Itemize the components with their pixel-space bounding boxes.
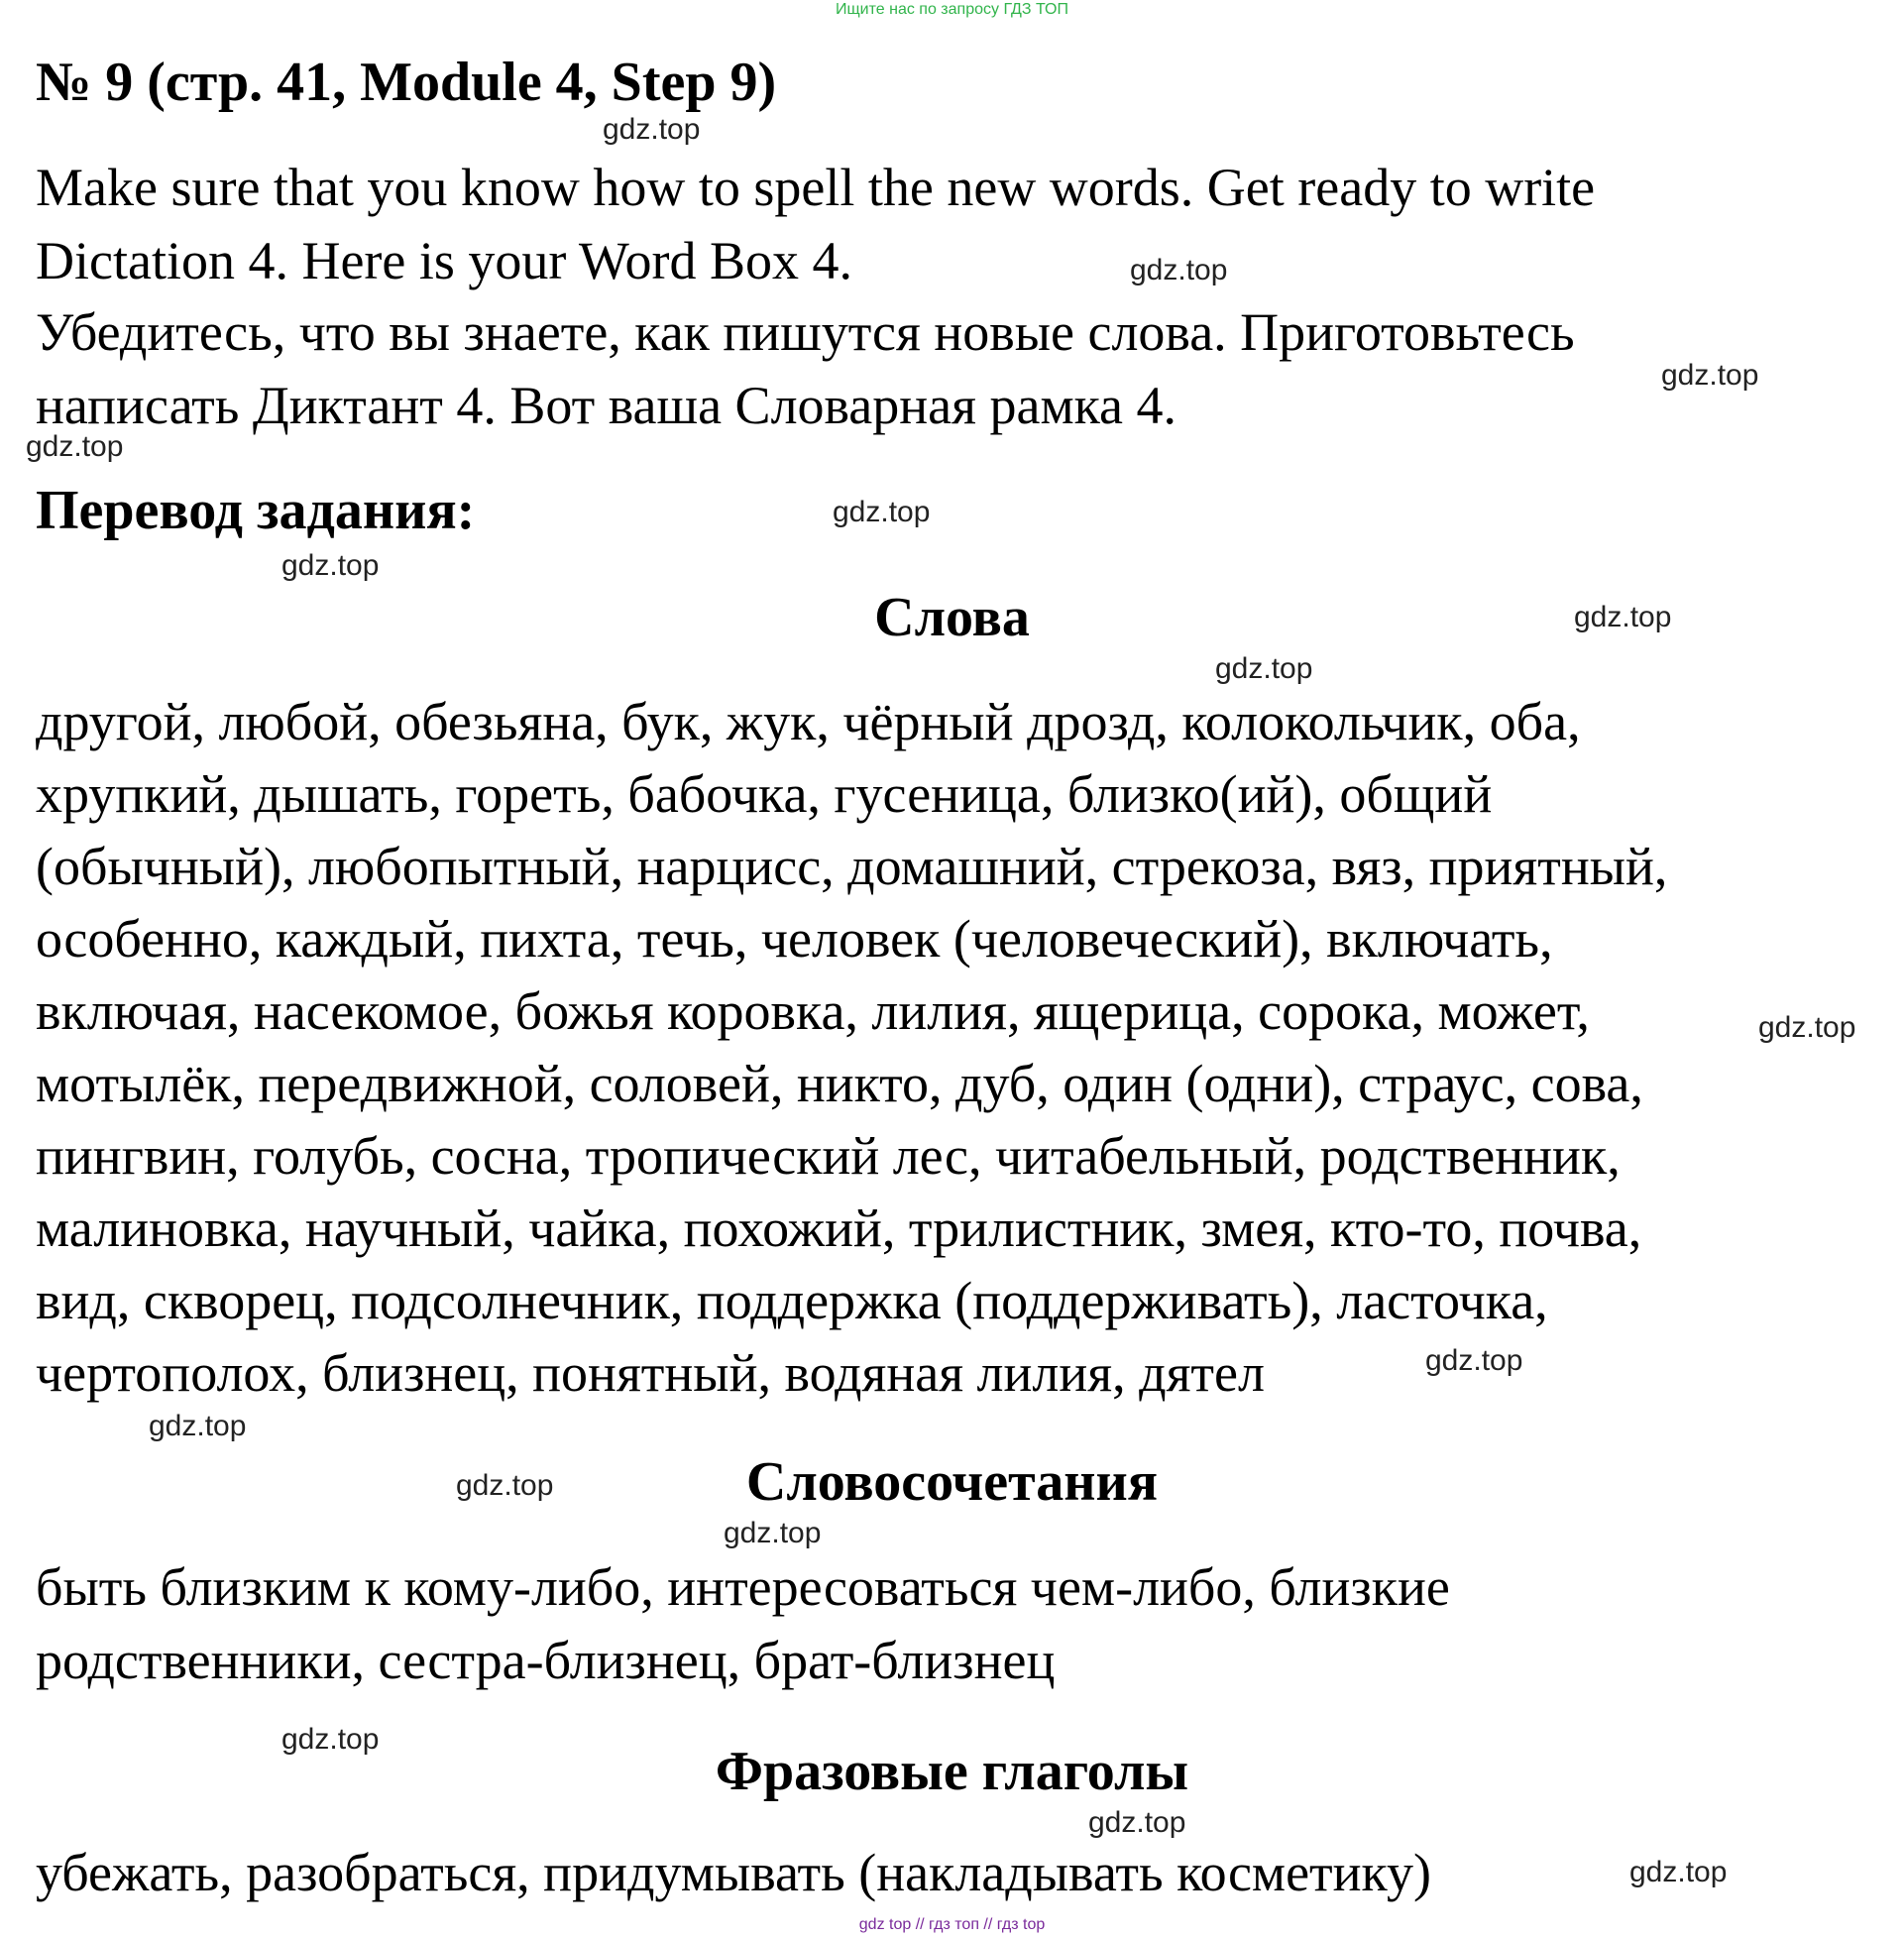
phrases-line: быть близким к кому-либо, интересоваться чем-либо, близкие [36, 1557, 1450, 1617]
words-line: включая, насекомое, божья коровка, лилия, ящерица, сорока, может, [36, 981, 1590, 1041]
watermark: gdz.top [1130, 254, 1228, 286]
phrases-list [36, 1550, 1450, 1697]
task-russian-line: Убедитесь, что вы знаете, как пишутся новые слова. Приготовьтесь [36, 302, 1575, 362]
watermark: gdz.top [1215, 652, 1313, 685]
words-line: чертополох, близнец, понятный, водяная лилия, дятел [36, 1343, 1265, 1403]
phrases-line: родственники, сестра-близнец, брат-близнец [36, 1631, 1056, 1690]
task-english-line: Make sure that you know how to spell the new words. Get ready to write [36, 158, 1596, 217]
words-line: пингвин, голубь, сосна, тропический лес, читабельный, родственник, [36, 1126, 1621, 1186]
task-russian [36, 295, 1575, 442]
watermark: gdz.top [1661, 359, 1759, 392]
bottom-banner[interactable]: gdz top // гдз топ // гдз top [858, 1916, 1046, 1933]
words-line: особенно, каждый, пихта, течь, человек (человеческий), включать, [36, 909, 1553, 969]
watermark: gdz.top [1425, 1344, 1523, 1377]
watermark: gdz.top [724, 1517, 822, 1549]
phrasal-verbs-heading: Фразовые глаголы [715, 1741, 1189, 1802]
watermark: gdz.top [281, 1723, 380, 1756]
watermark: gdz.top [1758, 1011, 1856, 1044]
words-line: вид, скворец, подсолнечник, поддержка (поддерживать), ласточка, [36, 1271, 1548, 1330]
task-english [36, 151, 1595, 297]
watermark: gdz.top [603, 113, 701, 146]
words-list [36, 686, 1667, 1410]
watermark: gdz.top [1088, 1806, 1186, 1839]
watermark: gdz.top [1629, 1856, 1728, 1888]
translation-heading: Перевод задания: [36, 480, 476, 541]
phrasal-verbs-line: убежать, разобраться, придумывать (накладывать косметику) [36, 1843, 1432, 1902]
words-line: другой, любой, обезьяна, бук, жук, чёрный дрозд, колокольчик, оба, [36, 692, 1581, 751]
words-heading: Слова [874, 587, 1030, 648]
watermark: gdz.top [26, 430, 124, 463]
phrasal-verbs-list [36, 1836, 1431, 1909]
words-line: хрупкий, дышать, гореть, бабочка, гусеница, близко(ий), общий [36, 764, 1493, 824]
watermark: gdz.top [281, 549, 380, 582]
watermark: gdz.top [456, 1469, 554, 1502]
page-title: № 9 (стр. 41, Module 4, Step 9) [36, 52, 777, 113]
words-line: (обычный), любопытный, нарцисс, домашний, стрекоза, вяз, приятный, [36, 837, 1668, 896]
top-banner[interactable]: Ищите нас по запросу ГДЗ ТОП [836, 1, 1068, 18]
phrases-heading: Словосочетания [745, 1451, 1159, 1513]
words-line: мотылёк, передвижной, соловей, никто, дуб, один (одни), страус, сова, [36, 1054, 1643, 1113]
words-line: малиновка, научный, чайка, похожий, трилистник, змея, кто-то, почва, [36, 1198, 1642, 1258]
task-russian-line: написать Диктант 4. Вот ваша Словарная рамка 4. [36, 376, 1177, 435]
task-english-line: Dictation 4. Here is your Word Box 4. [36, 231, 853, 290]
watermark: gdz.top [1574, 601, 1672, 633]
watermark: gdz.top [149, 1410, 247, 1442]
watermark: gdz.top [833, 496, 931, 528]
